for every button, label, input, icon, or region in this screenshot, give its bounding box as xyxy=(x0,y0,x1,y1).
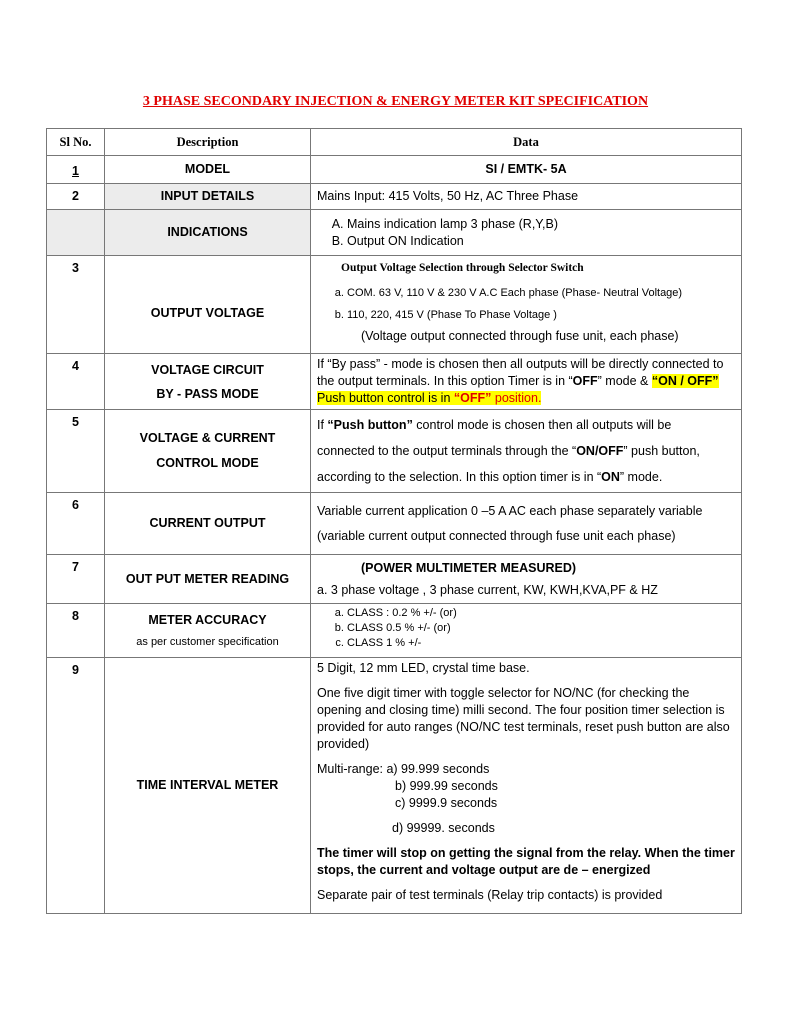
text-line: (variable current output connected through fuse unit each phase) xyxy=(317,529,676,543)
table-row xyxy=(47,184,742,210)
range-line: Multi-range: a) 99.999 seconds xyxy=(317,762,490,776)
row-number: 1 xyxy=(47,156,105,184)
table-row xyxy=(47,493,742,555)
row-number: 2 xyxy=(47,184,105,210)
text-span: control mode is chosen then all outputs will be xyxy=(412,418,672,432)
text-span: connected to the output terminals through the “ xyxy=(317,444,577,458)
text-span: according to the selection. In this option timer is in “ xyxy=(317,470,602,484)
list-item: c. CLASS 1 % +/- xyxy=(347,636,735,651)
row-description: INDICATIONS xyxy=(105,210,311,256)
row-number: 6 xyxy=(47,493,105,555)
voltage-note: (Voltage output connected through fuse unit, each phase) xyxy=(361,329,679,343)
description-sub: as per customer specification xyxy=(136,635,279,648)
row-number: 8 xyxy=(47,604,105,658)
text-span: ” mode & xyxy=(597,374,652,388)
table-header-row xyxy=(47,129,742,156)
text-span: ON xyxy=(601,470,620,484)
row-number: 5 xyxy=(47,410,105,493)
text-span: Push button control is in xyxy=(317,391,454,405)
row-number: 3 xyxy=(47,256,105,354)
text-line: (POWER MULTIMETER MEASURED) xyxy=(361,561,577,575)
row-description: OUTPUT VOLTAGE xyxy=(105,256,311,354)
row-data xyxy=(311,210,742,256)
text-line: a. 3 phase voltage , 3 phase current, KW, KWH,KVA,PF & HZ xyxy=(317,583,658,597)
list-item: b. 110, 220, 415 V (Phase To Phase Voltage ) xyxy=(347,304,735,326)
text-line: Variable current application 0 –5 A AC each phase separately variable xyxy=(317,504,703,518)
header-description: Description xyxy=(105,129,311,156)
row-description xyxy=(105,410,311,493)
list-item: a. CLASS : 0.2 % +/- (or) xyxy=(347,606,735,621)
text-span: “ON / OFF” xyxy=(651,374,719,388)
row-description xyxy=(105,354,311,410)
description-line: VOLTAGE CIRCUIT xyxy=(151,362,264,377)
table-row xyxy=(47,210,742,256)
table-row xyxy=(47,658,742,914)
row-data xyxy=(311,555,742,604)
description-line: CONTROL MODE xyxy=(156,456,259,470)
range-line: c) 9999.9 seconds xyxy=(395,796,498,810)
header-sl: Sl No. xyxy=(47,129,105,156)
list-item: b. CLASS 0.5 % +/- (or) xyxy=(347,621,735,636)
page-title: 3 PHASE SECONDARY INJECTION & ENERGY METER KIT SPECIFICATION xyxy=(142,94,649,109)
text-span: ” push button, xyxy=(623,444,700,458)
range-line: d) 99999. seconds xyxy=(392,821,495,835)
text-line: 5 Digit, 12 mm LED, crystal time base. xyxy=(317,661,530,675)
text-span: If “By pass” - mode is chosen then all outputs will be directly connected to the output terminals. In this option Timer is in “ xyxy=(317,357,724,388)
text-span: ON/OFF xyxy=(576,444,624,458)
row-description: OUT PUT METER READING xyxy=(105,555,311,604)
description-line: METER ACCURACY xyxy=(148,612,267,627)
text-span: OFF xyxy=(572,374,598,388)
output-voltage-heading: Output Voltage Selection through Selector Switch xyxy=(341,262,584,274)
description-line: VOLTAGE & CURRENT xyxy=(139,431,276,445)
row-data xyxy=(311,256,742,354)
row-description: INPUT DETAILS xyxy=(105,184,311,210)
text-line: The timer will stop on getting the signal from the relay. When the timer stops, the current and voltage output are de – energized xyxy=(317,846,735,877)
row-number: 4 xyxy=(47,354,105,410)
row-data xyxy=(311,410,742,493)
row-data xyxy=(311,354,742,410)
row-number: 7 xyxy=(47,555,105,604)
row-data: SI / EMTK- 5A xyxy=(311,156,742,184)
list-item: A. Mains indication lamp 3 phase (R,Y,B) xyxy=(347,216,735,233)
table-row xyxy=(47,555,742,604)
list-item: a. COM. 63 V, 110 V & 230 V A.C Each phase (Phase- Neutral Voltage) xyxy=(347,282,735,304)
header-data: Data xyxy=(311,129,742,156)
text-span: position. xyxy=(491,391,542,405)
table-row xyxy=(47,410,742,493)
text-line: Separate pair of test terminals (Relay trip contacts) is provided xyxy=(317,888,663,902)
range-line: b) 999.99 seconds xyxy=(395,779,498,793)
row-data xyxy=(311,604,742,658)
spec-table xyxy=(46,128,742,914)
text-line: One five digit timer with toggle selector for NO/NC (for checking the opening and closing time) milli second. The four position timer selection is provided for auto ranges (NO/NC test terminals, reset push button are also provided) xyxy=(317,686,730,751)
table-row xyxy=(47,156,742,184)
row-data xyxy=(311,658,742,914)
row-description: TIME INTERVAL METER xyxy=(105,658,311,914)
text-span: ” mode. xyxy=(619,470,663,484)
row-description: CURRENT OUTPUT xyxy=(105,493,311,555)
row-description: MODEL xyxy=(105,156,311,184)
table-row xyxy=(47,604,742,658)
list-item: B. Output ON Indication xyxy=(347,233,735,250)
row-description xyxy=(105,604,311,658)
row-data xyxy=(311,493,742,555)
table-row xyxy=(47,354,742,410)
row-number: 9 xyxy=(47,658,105,914)
row-data: Mains Input: 415 Volts, 50 Hz, AC Three Phase xyxy=(311,184,742,210)
text-span: “Push button” xyxy=(327,418,413,432)
description-line: BY - PASS MODE xyxy=(156,386,259,401)
text-span: “OFF” xyxy=(453,391,492,405)
text-span: If xyxy=(317,418,328,432)
table-row xyxy=(47,256,742,354)
